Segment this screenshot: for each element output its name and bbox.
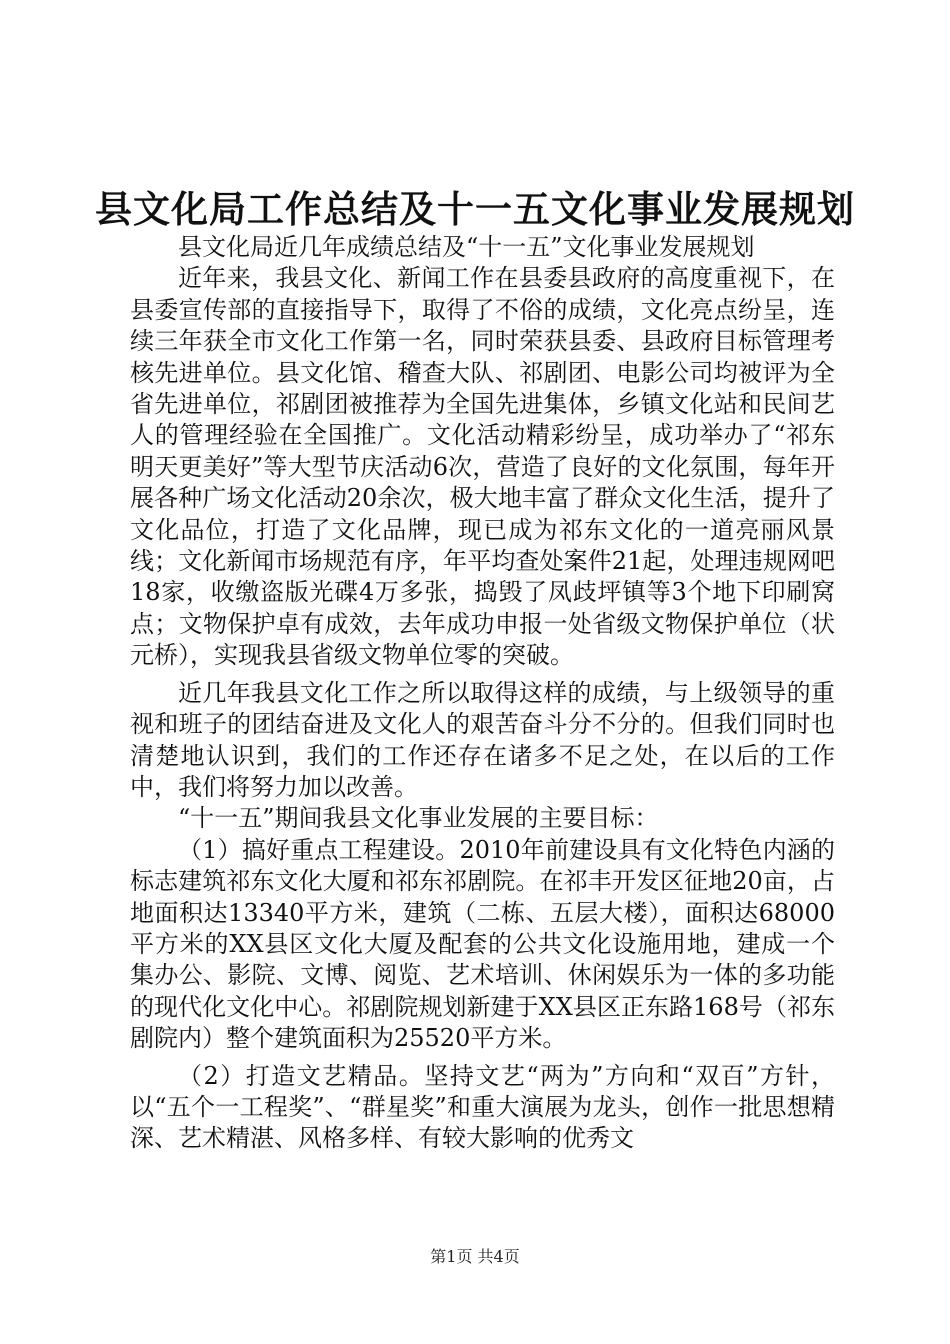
paragraph-goals-heading: “十一五”期间我县文化事业发展的主要目标： (178, 804, 659, 833)
document-title: 县文化局工作总结及十一五文化事业发展规划 (95, 187, 855, 231)
paragraph-reflection: 近几年我县文化工作之所以取得这样的成绩，与上级领导的重视和班子的团结奋进及文化人的艰苦奋斗分不分的。但我们同时也清楚地认识到，我们的工作还存在诸多不足之处，在以后的工作中，我们将努力加以改善。 (130, 678, 835, 801)
paragraph-goal-1: （1）搞好重点工程建设。2010年前建设具有文化特色内涵的标志建筑祁东文化大厦和祁东祁剧院。在祁丰开发区征地20亩，占地面积达13340平方米，建筑（二栋、五层大楼），面积达68000平方米的XX县区文化大厦及配套的公共文化设施用地，建成一个集办公、影院、文博、阅览、艺术培训、休闲娱乐为一体的多功能的现代化文化中心。祁剧院规划新建于XX县区正东路168号（祁东剧院内）整个建筑面积为25520平方米。 (130, 835, 835, 1053)
paragraph-achievements: 近年来，我县文化、新闻工作在县委县政府的高度重视下，在县委宣传部的直接指导下，取得了不俗的成绩，文化亮点纷呈，连续三年获全市文化工作第一名，同时荣获县委、县政府目标管理考核先进单位。县文化馆、稽查大队、祁剧团、电影公司均被评为全省先进单位，祁剧团被推荐为全国先进集体，乡镇文化站和民间艺人的管理经验在全国推广。文化活动精彩纷呈，成功举办了“祁东明天更美好”等大型节庆活动6次，营造了良好的文化氛围，每年开展各种广场文化活动20余次，极大地丰富了群众文化生活，提升了文化品位，打造了文化品牌，现已成为祁东文化的一道亮丽风景线；文化新闻市场规范有序，年平均查处案件21起，处理违规网吧18家，收缴盗版光碟4万多张，捣毁了凤歧坪镇等3个地下印刷窝点；文物保护卓有成效，去年成功申报一处省级文物保护单位（状元桥），实现我县省级文物单位零的突破。 (130, 264, 835, 670)
document-subtitle: 县文化局近几年成绩总结及“十一五”文化事业发展规划 (178, 233, 755, 261)
document-body (130, 232, 835, 1155)
page-footer: 第1页 共4页 (430, 1247, 520, 1266)
paragraph-goal-2: （2）打造文艺精品。坚持文艺“两为”方向和“双百”方针，以“五个一工程奖”、“群星奖”和重大演展为龙头，创作一批思想精深、艺术精湛、风格多样、有较大影响的优秀文 (130, 1061, 835, 1153)
